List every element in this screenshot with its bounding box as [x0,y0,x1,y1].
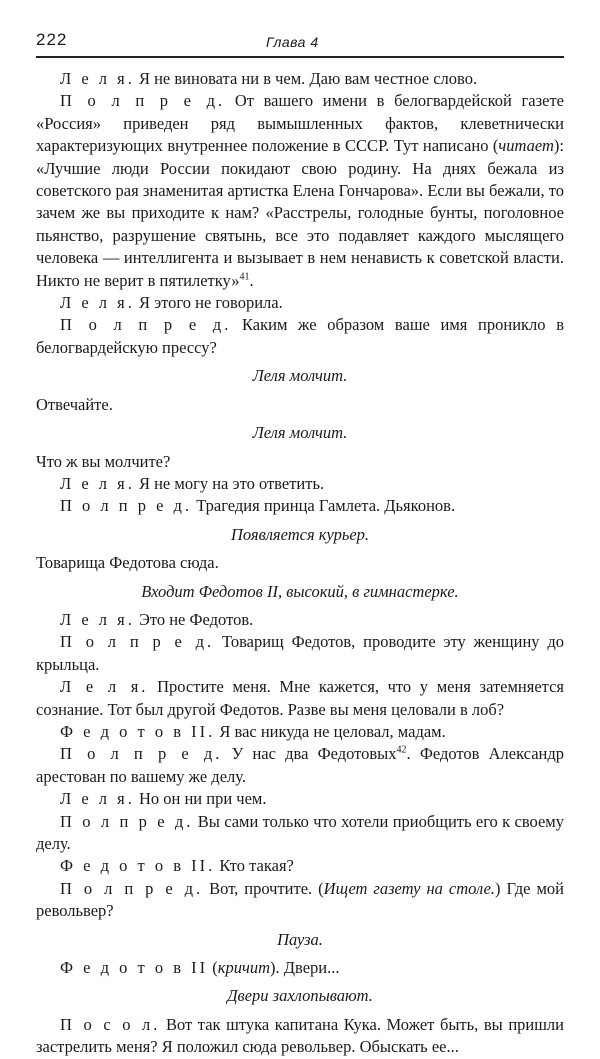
stage-direction: Леля молчит. [252,423,348,443]
line-continuation: Товарища Федотова сюда. [36,553,219,573]
running-header [36,28,564,50]
line-lelya-6: Л е л я. Но он ни при чем. [60,789,267,809]
line-polpred-1: П о л п р е д. От вашего имени в белогвардейской газете «Россия» приведен ряд вымышленных фактов, клеветнически характеризующих внутреннее положение в СССР. Тут написано (читает): «Лучшие люди России покидают свою родину. На днях бежала из советского рая знаменитая артистка Елена Гончарова». Если вы бежали, то зачем же вы приходите к нам? «Расстрелы, голодные бунты, поголовное пьянство, разрушение святынь, все это подавляет каждого мыслящего человека — интеллигента и вызывает в нем ненависть к советской власти. Никто не верит в пятилетку»$^{41}$. [36,91,564,290]
line-lelya-5: Л е л я. Простите меня. Мне кажется, что у меня затемняется сознание. Тот был другой Федотов. Разве вы меня целовали в лоб? [36,677,565,719]
line-fedotov-3: Ф е д о т о в II (кричит). Двери... [60,958,340,978]
stage-direction: Двери захлопывают. [227,986,373,1006]
line-polpred-6: П о л п р е д. Вы сами только что хотели приобщить его к своему делу. [36,811,564,853]
line-lelya-3: Л е л я. Я не могу на это ответить. [60,473,325,493]
line-polpred-5: П о л п р е д. У нас два Федотовых$^{42}$. Федотов Александр арестован по вашему же делу. [36,744,565,786]
stage-direction: Появляется курьер. [230,524,370,544]
line-posol-1: П о с о л. Вот так штука капитана Кука. Может быть, вы пришли застрелить меня? Я положил сюда револьвер. Обыскать ее... [36,1014,564,1057]
header-rule [36,56,564,58]
line-polpred-3: П о л п р е д. Трагедия принца Гамлета. Дьяконов. [60,496,456,516]
line-lelya-1: Л е л я. Я не виновата ни в чем. Даю вам честное слово. [60,69,478,88]
line-fedotov-2: Ф е д о т о в II. Кто такая? [60,856,294,876]
line-continuation: Что ж вы молчите? [36,451,171,471]
line-lelya-2: Л е л я. Я этого не говорила. [60,293,283,313]
stage-direction: Входит Федотов II, высокий, в гимнастерке. [141,581,459,601]
chapter-title: Глава 4 [266,34,319,50]
stage-direction: Пауза. [277,929,323,949]
footnote-ref-42: 42 [396,744,407,756]
page-number: 222 [36,30,68,49]
line-lelya-4: Л е л я. Это не Федотов. [60,609,254,629]
line-polpred-7: П о л п р е д. Вот, прочтите. (Ищет газету на столе.) Где мой револьвер? [36,878,564,921]
page-body [36,68,564,1059]
stage-direction: Леля молчит. [252,366,348,386]
line-polpred-2: П о л п р е д. Каким же образом ваше имя проникло в белогвардейскую прессу? [36,315,564,357]
footnote-ref-41: 41 [239,271,250,283]
line-polpred-4: П о л п р е д. Товарищ Федотов, проводите эту женщину до крыльца. [36,632,565,674]
line-fedotov-1: Ф е д о т о в II. Я вас никуда не целовал, мадам. [60,721,446,741]
line-continuation: Отвечайте. [36,394,113,414]
